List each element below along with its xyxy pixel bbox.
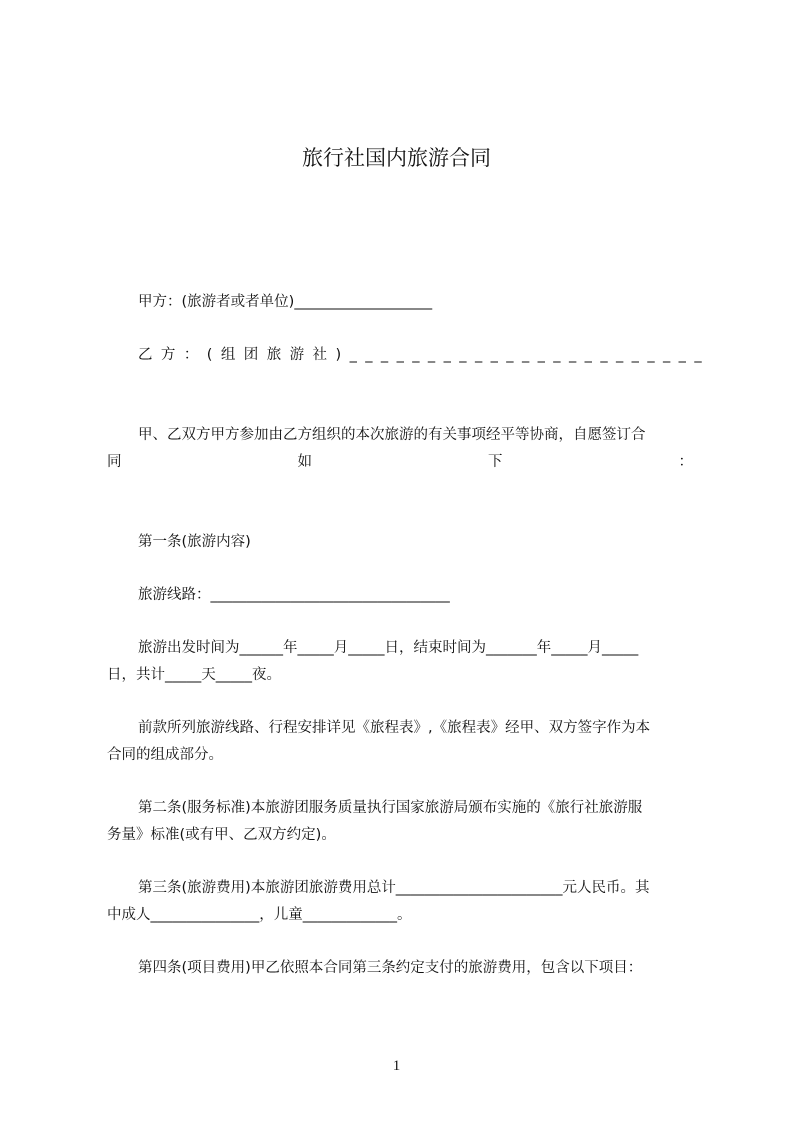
schedule-line-1: 前款所列旅游线路、行程安排详见《旅程表》,《旅程表》经甲、双方签字作为本 bbox=[138, 720, 651, 736]
party-b-char: _ bbox=[490, 347, 498, 363]
party-b-char: _ bbox=[663, 347, 671, 363]
party-b-char: 游 bbox=[289, 347, 305, 363]
party-b-char: _ bbox=[631, 347, 639, 363]
article-2-line-1: 第二条(服务标准)本旅游团服务质量执行国家旅游局颁布实施的《旅行社旅游服 bbox=[138, 800, 643, 816]
party-b-char: 社 bbox=[312, 347, 328, 363]
party-b-char: _ bbox=[568, 347, 577, 363]
party-b-char: _ bbox=[443, 347, 451, 363]
party-b-char: _ bbox=[349, 347, 357, 363]
party-b-char: _ bbox=[521, 347, 530, 363]
party-b-char: ) bbox=[335, 347, 342, 363]
party-b-char: _ bbox=[427, 347, 436, 363]
party-b-char: _ bbox=[537, 347, 545, 363]
party-b-char: _ bbox=[694, 347, 702, 363]
party-b-char: _ bbox=[553, 347, 561, 363]
party-b-char: _ bbox=[365, 347, 373, 363]
article-3-line-2: 中成人_______________，儿童_____________。 bbox=[107, 907, 412, 923]
party-b-char: _ bbox=[600, 347, 608, 363]
intro-line-2-char: 同 bbox=[107, 454, 122, 470]
schedule-line-2: 合同的组成部分。 bbox=[107, 747, 223, 763]
party-b-char: 组 bbox=[220, 347, 236, 363]
intro-line-1: 甲、乙双方甲方参加由乙方组织的本次旅游的有关事项经平等协商，自愿签订合 bbox=[138, 427, 646, 443]
party-b-char: _ bbox=[615, 347, 624, 363]
party-b-char: ( bbox=[206, 347, 213, 363]
party-b-char: _ bbox=[459, 347, 467, 363]
party-b-char: ： bbox=[183, 347, 199, 363]
article-1-heading: 第一条(旅游内容) bbox=[138, 534, 251, 550]
party-a-line: 甲方：(旅游者或者单位)___________________ bbox=[138, 294, 433, 310]
page-number: 1 bbox=[392, 1058, 401, 1074]
party-b-char: _ bbox=[474, 347, 483, 363]
travel-time-line-2: 日，共计_____天_____夜。 bbox=[107, 667, 281, 683]
party-b-char: _ bbox=[506, 347, 514, 363]
travel-route-line: 旅游线路：_________________________________ bbox=[138, 587, 450, 603]
travel-time-line-1: 旅游出发时间为______年_____月_____日，结束时间为_______年_____月_____ bbox=[138, 640, 639, 656]
party-b-char: 方 bbox=[160, 347, 176, 363]
article-4-line-1: 第四条(项目费用)甲乙依照本合同第三条约定支付的旅游费用，包含以下项目： bbox=[138, 960, 643, 976]
intro-line-2-char: 如 bbox=[297, 454, 312, 470]
article-2-line-2: 务量》标准(或有甲、乙双方约定)。 bbox=[107, 827, 336, 843]
party-b-char: 旅 bbox=[266, 347, 282, 363]
party-b-line bbox=[138, 345, 702, 365]
party-b-char: _ bbox=[584, 347, 592, 363]
intro-line-2-char: ： bbox=[678, 454, 693, 470]
intro-line-2 bbox=[107, 452, 693, 472]
intro-line-2-char: 下 bbox=[488, 454, 503, 470]
party-b-char: _ bbox=[396, 347, 404, 363]
party-b-char: _ bbox=[412, 347, 420, 363]
party-b-char: 团 bbox=[243, 347, 259, 363]
party-b-char: 乙 bbox=[138, 347, 153, 363]
party-b-char: _ bbox=[380, 347, 389, 363]
party-b-char: _ bbox=[678, 347, 686, 363]
article-3-line-1: 第三条(旅游费用)本旅游团旅游费用总计_______________________元人民币。其 bbox=[138, 880, 650, 896]
party-b-char: _ bbox=[647, 347, 655, 363]
document-title: 旅行社国内旅游合同 bbox=[302, 146, 491, 170]
